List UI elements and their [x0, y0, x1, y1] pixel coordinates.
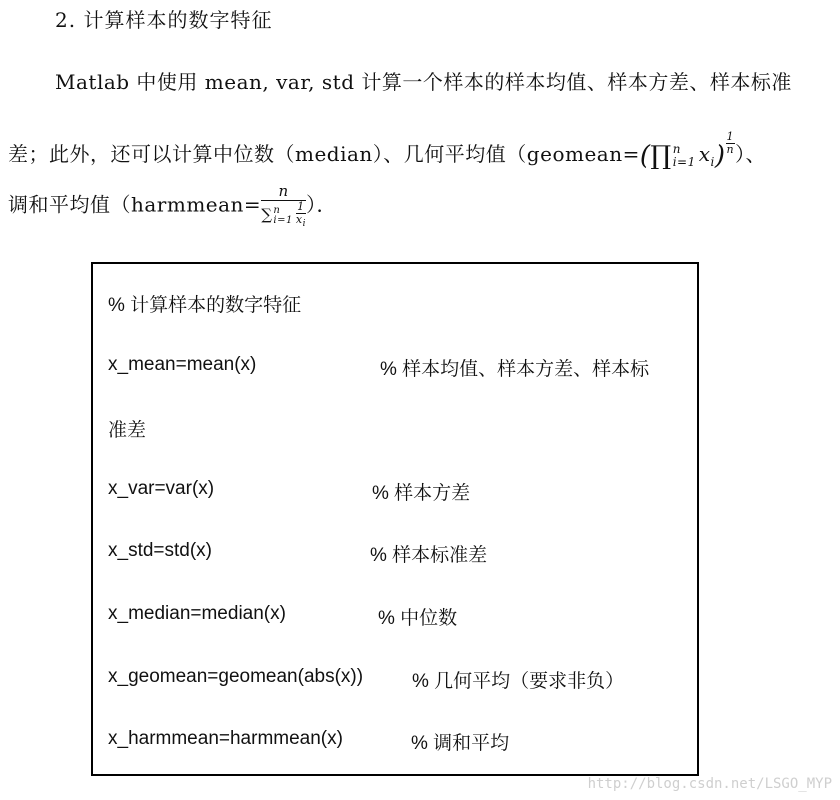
code-line — [108, 540, 488, 566]
line2-suffix: ）、 — [735, 142, 767, 166]
harmmean-numerator: n — [261, 182, 306, 201]
code-line — [108, 415, 146, 442]
code-line — [108, 290, 301, 317]
product-limits — [673, 143, 696, 169]
inner-denominator: $x_i$ — [295, 213, 306, 230]
code-line — [108, 478, 471, 504]
product-symbol: ∏ — [650, 141, 672, 171]
code-comment: % 样本标准差 — [370, 545, 488, 566]
code-text: x_var=var(x) — [108, 478, 215, 499]
exponent-numerator: 1 — [726, 130, 735, 143]
code-comment: % 中位数 — [378, 608, 458, 629]
line3-suffix: ）． — [305, 192, 337, 217]
formula-paren-close: ) — [714, 141, 726, 171]
code-text: x_median=median(x) — [108, 603, 286, 624]
product-lower: i=1 — [672, 154, 696, 169]
product-term-sub: i — [710, 155, 715, 169]
inner-numerator: 1 — [297, 200, 305, 213]
harmmean-formula — [261, 182, 306, 230]
code-text: x_harmmean=harmmean(x) — [108, 728, 343, 749]
product-term: x — [698, 142, 711, 166]
code-text: % 计算样本的数字特征 — [108, 295, 302, 316]
line2-prefix: 差；此外，还可以计算中位数（median）、几何平均值（geomean= — [8, 142, 640, 166]
sum-limits: n i=1 — [273, 204, 293, 226]
paragraph-line-3 — [8, 182, 337, 230]
code-line — [108, 728, 510, 754]
harmmean-denominator — [261, 201, 306, 230]
geomean-formula — [639, 130, 735, 171]
paragraph-line-2 — [8, 130, 766, 171]
code-text: x_mean=mean(x) — [108, 354, 257, 375]
product-upper: n — [672, 141, 681, 156]
code-text: x_geomean=geomean(abs(x)) — [108, 666, 364, 687]
inner-fraction — [296, 201, 306, 230]
code-comment: % 调和平均 — [411, 733, 510, 754]
code-text: 准差 — [108, 420, 147, 441]
code-text: x_std=std(x) — [108, 540, 213, 561]
paragraph-line-1: Matlab 中使用 mean, var, std 计算一个样本的样本均值、样本方差、样本标准 — [55, 70, 792, 94]
code-line — [108, 354, 650, 380]
code-line — [108, 603, 458, 629]
code-comment: % 几何平均（要求非负） — [412, 671, 625, 692]
exponent-fraction — [726, 130, 736, 156]
code-comment: % 样本方差 — [372, 483, 471, 504]
code-block — [91, 262, 699, 776]
watermark: http://blog.csdn.net/LSGO_MYP — [587, 776, 832, 792]
sum-symbol: ∑ — [261, 205, 273, 224]
exponent-denominator: n — [726, 143, 735, 156]
line3-prefix: 调和平均值（harmmean= — [8, 192, 262, 217]
code-comment: % 样本均值、样本方差、样本标 — [380, 359, 650, 380]
formula-paren-open: ( — [639, 141, 651, 171]
code-line — [108, 666, 625, 692]
section-heading: 2. 计算样本的数字特征 — [55, 8, 273, 32]
